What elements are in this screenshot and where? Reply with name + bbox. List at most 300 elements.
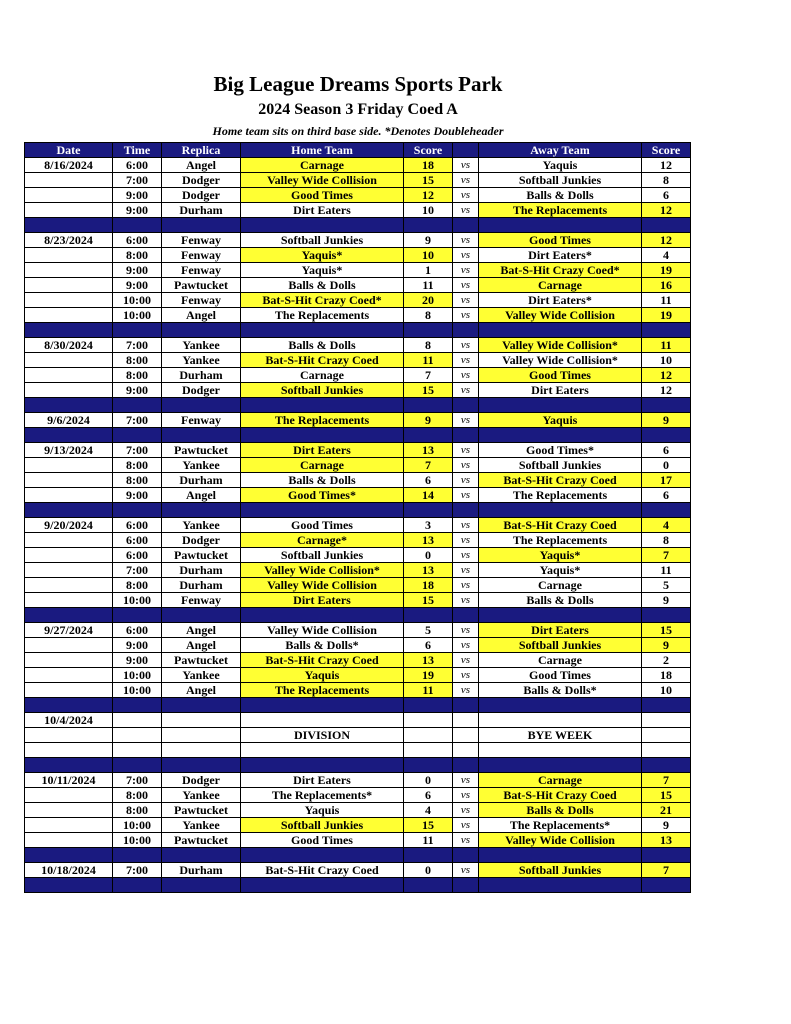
home-team-cell: Yaquis*: [241, 248, 404, 263]
separator-cell: [25, 698, 113, 713]
separator-cell: [162, 848, 241, 863]
away-score-cell: 8: [642, 533, 691, 548]
away-team-cell: Dirt Eaters*: [479, 248, 642, 263]
away-team-cell: Bat-S-Hit Crazy Coed: [479, 518, 642, 533]
time-cell: 7:00: [113, 443, 162, 458]
away-score-cell: 7: [642, 863, 691, 878]
game-row: [25, 743, 691, 758]
home-score-cell: 20: [404, 293, 453, 308]
separator-cell: [25, 878, 113, 893]
home-score-cell: 19: [404, 668, 453, 683]
date-cell: 10/4/2024: [25, 713, 113, 728]
home-team-cell: Dirt Eaters: [241, 773, 404, 788]
home-score-cell: 14: [404, 488, 453, 503]
home-team-cell: [241, 743, 404, 758]
replica-cell: Dodger: [162, 188, 241, 203]
vs-cell: vs: [453, 233, 479, 248]
week-separator: [25, 758, 691, 773]
away-team-cell: The Replacements: [479, 488, 642, 503]
time-cell: 8:00: [113, 248, 162, 263]
separator-cell: [241, 698, 404, 713]
away-team-cell: BYE WEEK: [479, 728, 642, 743]
separator-cell: [404, 503, 453, 518]
separator-cell: [25, 428, 113, 443]
separator-cell: [404, 758, 453, 773]
separator-cell: [404, 878, 453, 893]
vs-cell: vs: [453, 368, 479, 383]
date-cell: [25, 563, 113, 578]
game-row: [25, 308, 691, 323]
game-row: [25, 578, 691, 593]
replica-cell: Yankee: [162, 353, 241, 368]
away-score-cell: 9: [642, 818, 691, 833]
date-cell: [25, 548, 113, 563]
replica-cell: Dodger: [162, 383, 241, 398]
separator-cell: [241, 878, 404, 893]
date-cell: [25, 353, 113, 368]
away-score-cell: [642, 743, 691, 758]
home-team-cell: [241, 713, 404, 728]
replica-cell: Angel: [162, 683, 241, 698]
col-header-replica: Replica: [162, 143, 241, 158]
game-row: [25, 248, 691, 263]
date-cell: [25, 668, 113, 683]
home-score-cell: 6: [404, 473, 453, 488]
away-team-cell: The Replacements*: [479, 818, 642, 833]
game-row: [25, 518, 691, 533]
time-cell: 8:00: [113, 788, 162, 803]
date-cell: [25, 683, 113, 698]
time-cell: 7:00: [113, 338, 162, 353]
replica-cell: Yankee: [162, 458, 241, 473]
away-score-cell: 21: [642, 803, 691, 818]
replica-cell: Fenway: [162, 293, 241, 308]
separator-cell: [25, 758, 113, 773]
vs-cell: vs: [453, 248, 479, 263]
away-score-cell: 11: [642, 293, 691, 308]
home-team-cell: The Replacements: [241, 308, 404, 323]
separator-cell: [25, 848, 113, 863]
away-score-cell: 7: [642, 773, 691, 788]
separator-cell: [25, 218, 113, 233]
separator-cell: [453, 698, 479, 713]
away-team-cell: [479, 743, 642, 758]
replica-cell: Pawtucket: [162, 548, 241, 563]
game-row: [25, 548, 691, 563]
date-cell: [25, 473, 113, 488]
home-score-cell: 15: [404, 383, 453, 398]
away-team-cell: Carnage: [479, 578, 642, 593]
replica-cell: Fenway: [162, 593, 241, 608]
separator-cell: [479, 758, 642, 773]
away-score-cell: 9: [642, 593, 691, 608]
home-team-cell: Carnage: [241, 158, 404, 173]
separator-cell: [113, 218, 162, 233]
home-team-cell: The Replacements: [241, 683, 404, 698]
time-cell: 10:00: [113, 308, 162, 323]
separator-cell: [162, 218, 241, 233]
game-row: [25, 278, 691, 293]
time-cell: 8:00: [113, 578, 162, 593]
replica-cell: Angel: [162, 638, 241, 653]
time-cell: 9:00: [113, 488, 162, 503]
separator-cell: [479, 428, 642, 443]
home-score-cell: 15: [404, 818, 453, 833]
separator-cell: [241, 503, 404, 518]
away-score-cell: 8: [642, 173, 691, 188]
home-score-cell: 18: [404, 578, 453, 593]
page-title: Big League Dreams Sports Park: [213, 72, 503, 96]
date-cell: 9/27/2024: [25, 623, 113, 638]
vs-cell: vs: [453, 563, 479, 578]
separator-cell: [479, 398, 642, 413]
time-cell: 9:00: [113, 188, 162, 203]
away-team-cell: The Replacements: [479, 533, 642, 548]
date-cell: [25, 308, 113, 323]
away-team-cell: Softball Junkies: [479, 863, 642, 878]
vs-cell: vs: [453, 653, 479, 668]
game-row: [25, 368, 691, 383]
away-team-cell: Dirt Eaters: [479, 623, 642, 638]
replica-cell: [162, 728, 241, 743]
home-score-cell: 11: [404, 278, 453, 293]
date-cell: [25, 593, 113, 608]
separator-cell: [113, 398, 162, 413]
date-cell: [25, 173, 113, 188]
separator-cell: [241, 758, 404, 773]
time-cell: 9:00: [113, 383, 162, 398]
home-team-cell: Softball Junkies: [241, 383, 404, 398]
vs-cell: vs: [453, 173, 479, 188]
away-team-cell: Balls & Dolls*: [479, 683, 642, 698]
time-cell: 10:00: [113, 668, 162, 683]
replica-cell: Durham: [162, 578, 241, 593]
game-row: [25, 443, 691, 458]
schedule-table: [24, 142, 691, 893]
home-score-cell: 6: [404, 638, 453, 653]
replica-cell: Angel: [162, 623, 241, 638]
away-team-cell: Yaquis*: [479, 548, 642, 563]
separator-cell: [162, 428, 241, 443]
away-score-cell: 11: [642, 563, 691, 578]
time-cell: 6:00: [113, 233, 162, 248]
time-cell: [113, 713, 162, 728]
week-separator: [25, 848, 691, 863]
date-cell: [25, 383, 113, 398]
home-score-cell: 8: [404, 338, 453, 353]
game-row: [25, 863, 691, 878]
vs-cell: vs: [453, 863, 479, 878]
separator-cell: [241, 428, 404, 443]
vs-cell: [453, 743, 479, 758]
home-team-cell: Valley Wide Collision: [241, 578, 404, 593]
time-cell: 10:00: [113, 293, 162, 308]
away-team-cell: Balls & Dolls: [479, 188, 642, 203]
col-header-home-score: Score: [404, 143, 453, 158]
date-cell: [25, 458, 113, 473]
home-score-cell: 15: [404, 173, 453, 188]
home-score-cell: [404, 713, 453, 728]
separator-cell: [162, 323, 241, 338]
date-cell: [25, 533, 113, 548]
away-team-cell: Bat-S-Hit Crazy Coed*: [479, 263, 642, 278]
game-row: [25, 473, 691, 488]
away-team-cell: Good Times: [479, 368, 642, 383]
week-separator: [25, 878, 691, 893]
time-cell: 6:00: [113, 548, 162, 563]
replica-cell: Durham: [162, 368, 241, 383]
vs-cell: vs: [453, 158, 479, 173]
date-cell: 8/30/2024: [25, 338, 113, 353]
separator-cell: [404, 698, 453, 713]
replica-cell: Fenway: [162, 413, 241, 428]
replica-cell: Durham: [162, 563, 241, 578]
game-row: [25, 563, 691, 578]
separator-cell: [404, 608, 453, 623]
game-row: [25, 263, 691, 278]
away-score-cell: 18: [642, 668, 691, 683]
away-team-cell: Valley Wide Collision*: [479, 353, 642, 368]
header-row: [25, 143, 691, 158]
time-cell: 6:00: [113, 533, 162, 548]
date-cell: [25, 728, 113, 743]
home-score-cell: 0: [404, 548, 453, 563]
home-score-cell: 9: [404, 233, 453, 248]
away-team-cell: Valley Wide Collision*: [479, 338, 642, 353]
date-cell: 9/6/2024: [25, 413, 113, 428]
time-cell: 7:00: [113, 173, 162, 188]
page-subtitle: 2024 Season 3 Friday Coed A: [258, 101, 458, 118]
home-team-cell: Bat-S-Hit Crazy Coed: [241, 863, 404, 878]
home-score-cell: 8: [404, 308, 453, 323]
home-team-cell: Balls & Dolls*: [241, 638, 404, 653]
home-team-cell: Carnage: [241, 458, 404, 473]
game-row: [25, 383, 691, 398]
time-cell: 9:00: [113, 278, 162, 293]
week-separator: [25, 398, 691, 413]
game-row: [25, 653, 691, 668]
away-score-cell: 0: [642, 458, 691, 473]
time-cell: 7:00: [113, 563, 162, 578]
separator-cell: [642, 878, 691, 893]
time-cell: 10:00: [113, 818, 162, 833]
separator-cell: [404, 398, 453, 413]
separator-cell: [453, 428, 479, 443]
home-score-cell: 13: [404, 563, 453, 578]
away-score-cell: 17: [642, 473, 691, 488]
replica-cell: Yankee: [162, 788, 241, 803]
away-score-cell: 4: [642, 248, 691, 263]
separator-cell: [404, 428, 453, 443]
game-row: [25, 158, 691, 173]
replica-cell: Fenway: [162, 263, 241, 278]
away-score-cell: 2: [642, 653, 691, 668]
home-score-cell: [404, 728, 453, 743]
separator-cell: [642, 698, 691, 713]
date-cell: [25, 833, 113, 848]
away-team-cell: Yaquis*: [479, 563, 642, 578]
time-cell: 7:00: [113, 773, 162, 788]
separator-cell: [453, 608, 479, 623]
home-team-cell: Balls & Dolls: [241, 338, 404, 353]
separator-cell: [162, 398, 241, 413]
away-team-cell: Yaquis: [479, 158, 642, 173]
home-team-cell: Good Times*: [241, 488, 404, 503]
away-team-cell: Bat-S-Hit Crazy Coed: [479, 788, 642, 803]
vs-cell: vs: [453, 458, 479, 473]
week-separator: [25, 218, 691, 233]
away-team-cell: Softball Junkies: [479, 458, 642, 473]
game-row: [25, 593, 691, 608]
game-row: [25, 173, 691, 188]
separator-cell: [113, 848, 162, 863]
time-cell: [113, 743, 162, 758]
replica-cell: Dodger: [162, 173, 241, 188]
vs-cell: vs: [453, 593, 479, 608]
away-team-cell: Dirt Eaters: [479, 383, 642, 398]
home-team-cell: Good Times: [241, 833, 404, 848]
date-cell: 8/16/2024: [25, 158, 113, 173]
game-row: [25, 773, 691, 788]
away-score-cell: 6: [642, 188, 691, 203]
away-score-cell: 19: [642, 308, 691, 323]
away-score-cell: 4: [642, 518, 691, 533]
home-score-cell: 13: [404, 533, 453, 548]
separator-cell: [25, 608, 113, 623]
game-row: [25, 833, 691, 848]
home-score-cell: 11: [404, 683, 453, 698]
separator-cell: [479, 848, 642, 863]
away-score-cell: 5: [642, 578, 691, 593]
separator-cell: [642, 608, 691, 623]
home-team-cell: Bat-S-Hit Crazy Coed*: [241, 293, 404, 308]
replica-cell: Pawtucket: [162, 803, 241, 818]
vs-cell: vs: [453, 488, 479, 503]
away-team-cell: Balls & Dolls: [479, 803, 642, 818]
away-score-cell: 13: [642, 833, 691, 848]
home-score-cell: 13: [404, 653, 453, 668]
replica-cell: Angel: [162, 158, 241, 173]
game-row: [25, 233, 691, 248]
replica-cell: Dodger: [162, 533, 241, 548]
replica-cell: Fenway: [162, 233, 241, 248]
home-team-cell: Balls & Dolls: [241, 278, 404, 293]
separator-cell: [642, 848, 691, 863]
time-cell: 8:00: [113, 458, 162, 473]
time-cell: 8:00: [113, 353, 162, 368]
separator-cell: [642, 323, 691, 338]
away-team-cell: Bat-S-Hit Crazy Coed: [479, 473, 642, 488]
separator-cell: [404, 218, 453, 233]
separator-cell: [453, 503, 479, 518]
separator-cell: [453, 323, 479, 338]
vs-cell: vs: [453, 308, 479, 323]
time-cell: 9:00: [113, 263, 162, 278]
home-score-cell: 1: [404, 263, 453, 278]
replica-cell: Yankee: [162, 818, 241, 833]
date-cell: [25, 188, 113, 203]
vs-cell: vs: [453, 623, 479, 638]
separator-cell: [162, 698, 241, 713]
date-cell: [25, 278, 113, 293]
vs-cell: vs: [453, 518, 479, 533]
home-score-cell: 18: [404, 158, 453, 173]
time-cell: 10:00: [113, 833, 162, 848]
home-team-cell: Yaquis: [241, 668, 404, 683]
separator-cell: [241, 608, 404, 623]
col-header-home-team: Home Team: [241, 143, 404, 158]
home-score-cell: 3: [404, 518, 453, 533]
home-score-cell: 11: [404, 833, 453, 848]
time-cell: 9:00: [113, 638, 162, 653]
time-cell: 7:00: [113, 413, 162, 428]
separator-cell: [25, 398, 113, 413]
away-team-cell: Dirt Eaters*: [479, 293, 642, 308]
separator-cell: [113, 698, 162, 713]
away-score-cell: 19: [642, 263, 691, 278]
home-team-cell: Bat-S-Hit Crazy Coed: [241, 353, 404, 368]
game-row: [25, 683, 691, 698]
away-score-cell: 7: [642, 548, 691, 563]
away-team-cell: Valley Wide Collision: [479, 308, 642, 323]
separator-cell: [113, 878, 162, 893]
away-team-cell: Good Times: [479, 233, 642, 248]
replica-cell: Yankee: [162, 668, 241, 683]
home-score-cell: 10: [404, 248, 453, 263]
date-cell: 10/11/2024: [25, 773, 113, 788]
vs-cell: vs: [453, 773, 479, 788]
away-team-cell: Softball Junkies: [479, 638, 642, 653]
vs-cell: vs: [453, 818, 479, 833]
separator-cell: [162, 878, 241, 893]
vs-cell: vs: [453, 383, 479, 398]
separator-cell: [113, 428, 162, 443]
game-row: [25, 188, 691, 203]
home-score-cell: 7: [404, 458, 453, 473]
away-team-cell: Good Times*: [479, 443, 642, 458]
vs-cell: vs: [453, 413, 479, 428]
vs-cell: vs: [453, 533, 479, 548]
home-team-cell: The Replacements: [241, 413, 404, 428]
time-cell: 6:00: [113, 623, 162, 638]
time-cell: 8:00: [113, 473, 162, 488]
time-cell: 10:00: [113, 593, 162, 608]
vs-cell: vs: [453, 293, 479, 308]
time-cell: 10:00: [113, 683, 162, 698]
separator-cell: [241, 398, 404, 413]
game-row: [25, 203, 691, 218]
home-team-cell: Valley Wide Collision: [241, 623, 404, 638]
away-score-cell: 16: [642, 278, 691, 293]
separator-cell: [241, 848, 404, 863]
home-score-cell: 0: [404, 773, 453, 788]
game-row: [25, 458, 691, 473]
date-cell: [25, 293, 113, 308]
game-row: [25, 488, 691, 503]
week-separator: [25, 698, 691, 713]
home-team-cell: Softball Junkies: [241, 233, 404, 248]
separator-cell: [404, 323, 453, 338]
replica-cell: Durham: [162, 203, 241, 218]
vs-cell: [453, 713, 479, 728]
replica-cell: Pawtucket: [162, 443, 241, 458]
game-row: [25, 713, 691, 728]
away-score-cell: 12: [642, 368, 691, 383]
replica-cell: Yankee: [162, 338, 241, 353]
away-score-cell: 12: [642, 233, 691, 248]
vs-cell: vs: [453, 548, 479, 563]
separator-cell: [642, 398, 691, 413]
